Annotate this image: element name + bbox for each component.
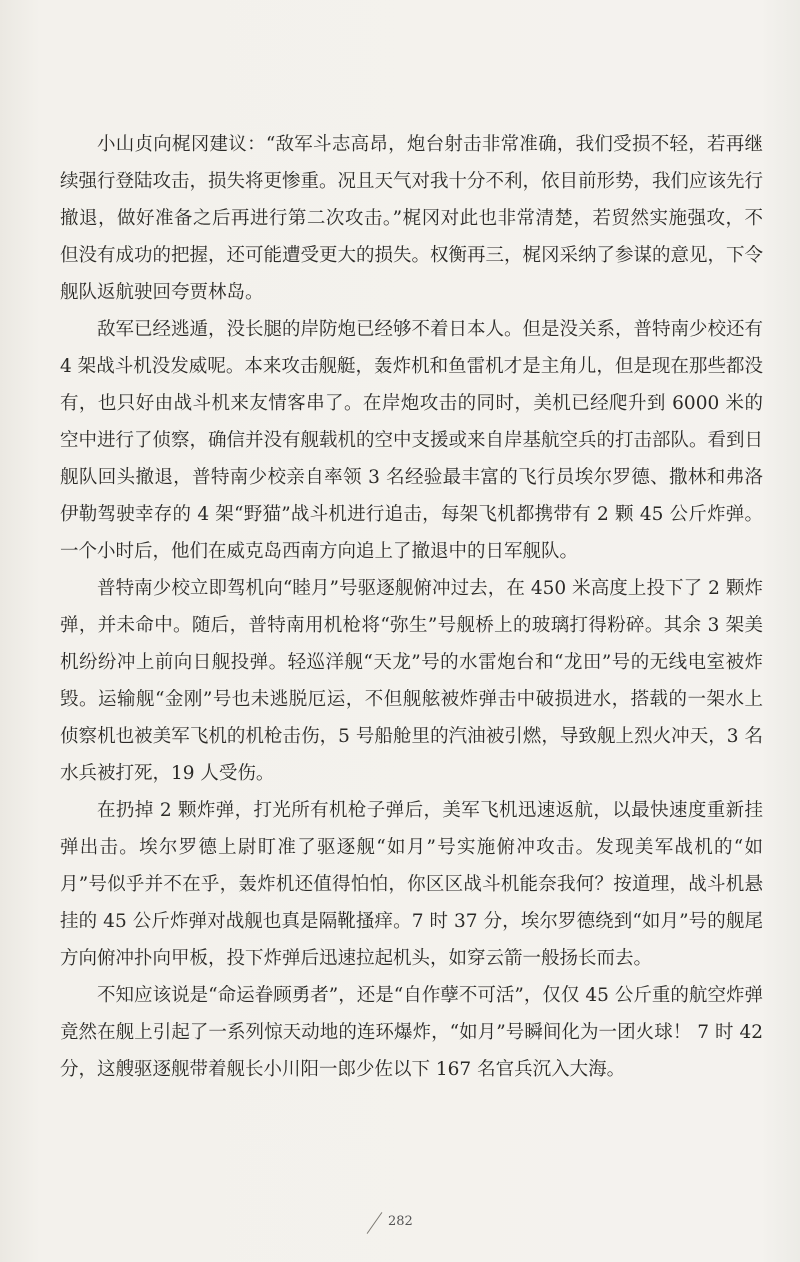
paragraph-5: 不知应该说是“命运眷顾勇者”，还是“自作孽不可活”，仅仅 45 公斤重的航空炸弹竟然在舰上引起了一系列惊天动地的连环爆炸，“如月”号瞬间化为一团火球！ 7 时 42 分，这艘驱逐舰带着舰长小川阳一郎少佐以下 167 名官兵沉入大海。 (60, 985, 769, 1080)
paragraph-2: 敌军已经逃遁，没长腿的岸防炮已经够不着日本人。但是没关系，普特南少校还有 4 架战斗机没发威呢。本来攻击舰艇，轰炸机和鱼雷机才是主角儿，但是现在那些都没有，也只好由战斗机来友情客串了。在岸炮攻击的同时，美机已经爬升到 6000 米的空中进行了侦察，确信并没有舰载机的空中支援或来自岸基航空兵的打击部队。看到日舰队回头撤退，普特南少校亲自率领 3 名经验最丰富的飞行员埃尔罗德、撒林和弗洛伊勒驾驶幸存的 4 架“野猫”战斗机进行追击，每架飞机都携带有 2 颗 45 公斤炸弹。一个小时后，他们在威克岛西南方向追上了撤退中的日军舰队。 (60, 319, 769, 562)
paragraph-4: 在扔掉 2 颗炸弹，打光所有机枪子弹后，美军飞机迅速返航，以最快速度重新挂弹出击。埃尔罗德上尉盯准了驱逐舰“如月”号实施俯冲攻击。发现美军战机的“如月”号似乎并不在乎，轰炸机还值得怕怕，你区区战斗机能奈我何？按道理，战斗机悬挂的 45 公斤炸弹对战舰也真是隔靴搔痒。7 时 37 分，埃尔罗德绕到“如月”号的舰尾方向俯冲扑向甲板，投下炸弹后迅速拉起机头，如穿云箭一般扬长而去。 (60, 800, 763, 969)
paragraph-1: 小山贞向梶冈建议：“敌军斗志高昂，炮台射击非常准确，我们受损不轻，若再继续强行登陆攻击，损失将更惨重。况且天气对我十分不利，依目前形势，我们应该先行撤退，做好准备之后再进行第二次攻击。”梶冈对此也非常清楚，若贸然实施强攻，不但没有成功的把握，还可能遭受更大的损失。权衡再三，梶冈采纳了参谋的意见，下令舰队返航驶回夸贾林岛。 (60, 134, 764, 303)
page-number: 282 (388, 1214, 413, 1229)
page-footer (360, 1208, 440, 1238)
paragraph-3: 普特南少校立即驾机向“睦月”号驱逐舰俯冲过去，在 450 米高度上投下了 2 颗炸弹，并未命中。随后，普特南用机枪将“弥生”号舰桥上的玻璃打得粉碎。其余 3 架美机纷纷冲上前向日舰投弹。轻巡洋舰“天龙”号的水雷炮台和“龙田”号的无线电室被炸毁。运输舰“金刚”号也未逃脱厄运，不但舰舷被炸弹击中破损进水，搭载的一架水上侦察机也被美军飞机的机枪击伤，5 号船舱里的汽油被引燃，导致舰上烈火冲天，3 名水兵被打死，19 人受伤。 (60, 578, 763, 784)
body-text (60, 126, 769, 1088)
page-number-slash (367, 1212, 383, 1234)
